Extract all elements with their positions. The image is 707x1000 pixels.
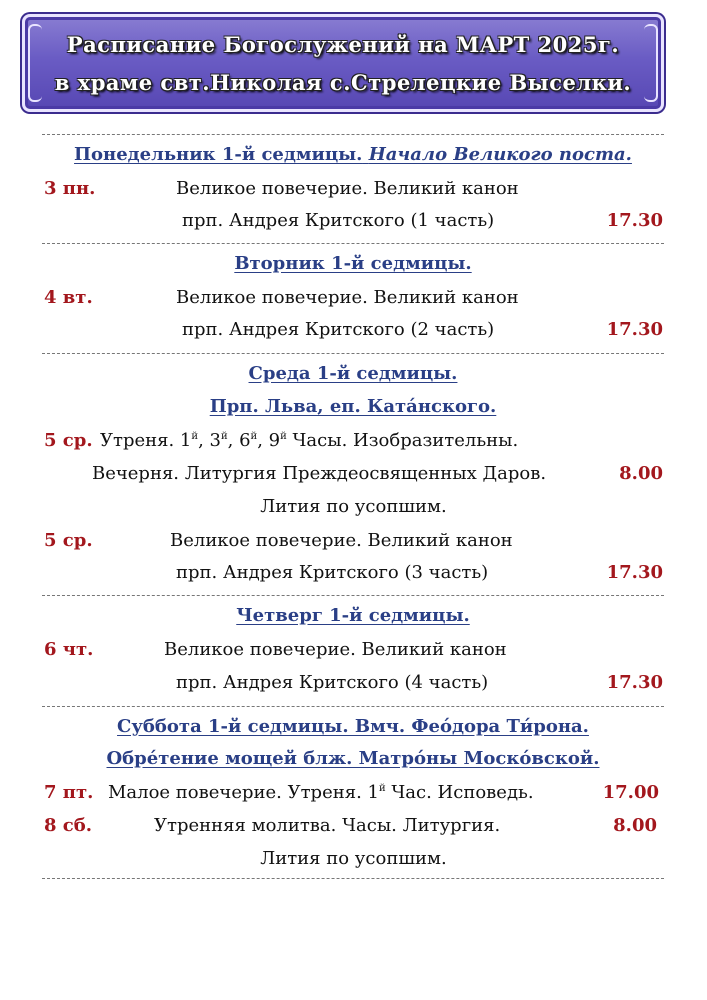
- day-label: 8 сб.: [44, 815, 93, 836]
- service-text: , 3: [198, 430, 221, 451]
- divider: [42, 243, 664, 244]
- heading-line2: Прп. Льва, еп. Ката́нского.: [209, 396, 497, 417]
- divider: [42, 706, 664, 707]
- service-line: Великое повечерие. Великий канон: [164, 639, 507, 660]
- heading-main: Среда 1-й седмицы.: [248, 363, 458, 384]
- service-text: , 9: [257, 430, 281, 451]
- day-label: 7 пт.: [44, 782, 94, 803]
- service-line: Великое повечерие. Великий канон: [170, 530, 513, 551]
- section-heading-thursday: [42, 605, 664, 626]
- service-time: 17.30: [606, 562, 663, 583]
- divider: [42, 878, 664, 879]
- day-label: 3 пн.: [44, 178, 96, 199]
- section-heading-saturday-relics: [42, 748, 664, 769]
- hour-superscript: й: [280, 431, 287, 442]
- day-label: 5 ср.: [44, 430, 93, 451]
- service-time: 17.30: [606, 672, 663, 693]
- service-line: [108, 782, 534, 803]
- section-heading-wednesday-saint: [42, 396, 664, 417]
- service-line: прп. Андрея Критского (1 часть): [182, 210, 495, 231]
- service-line: прп. Андрея Критского (2 часть): [182, 319, 495, 340]
- hour-superscript: й: [220, 431, 228, 442]
- service-line: Вечерня. Литургия Преждеосвященных Даров.: [92, 463, 547, 484]
- service-line: Великое повечерие. Великий канон: [176, 178, 519, 199]
- service-text: Час. Исповедь.: [385, 782, 534, 803]
- heading-line2: Обре́тение мощей блж. Матро́ны Моско́вской.: [106, 748, 600, 769]
- service-text: , 6: [227, 430, 251, 451]
- divider: [42, 134, 664, 135]
- divider: [42, 353, 664, 354]
- hour-superscript: й: [378, 783, 386, 794]
- service-line: Великое повечерие. Великий канон: [176, 287, 519, 308]
- banner-subtitle: в храме свт.Николая с.Стрелецкие Выселки.: [54, 70, 632, 95]
- heading-italic: Начало Великого поста.: [368, 144, 632, 165]
- title-banner: [22, 14, 664, 112]
- service-text: Часы. Изобразительны.: [286, 430, 519, 451]
- heading-main: Вторник 1-й седмицы.: [234, 253, 472, 274]
- service-line: [100, 430, 518, 451]
- heading-main: Суббота 1-й седмицы. Вмч. Фео́дора Ти́рона.: [117, 716, 589, 737]
- section-heading-saturday: [42, 716, 664, 737]
- day-label: 5 ср.: [44, 530, 93, 551]
- service-time: 17.30: [606, 319, 663, 340]
- heading-main: Понедельник 1-й седмицы.: [74, 144, 363, 165]
- service-text: Малое повечерие. Утреня. 1: [108, 782, 379, 803]
- service-line: Лития по усопшим.: [260, 496, 447, 517]
- day-label: 6 чт.: [44, 639, 94, 660]
- service-time: 8.00: [619, 463, 663, 484]
- service-line: Лития по усопшим.: [260, 848, 447, 869]
- heading-main: Четверг 1-й седмицы.: [236, 605, 470, 626]
- service-line: Утренняя молитва. Часы. Литургия.: [154, 815, 501, 836]
- banner-title: Расписание Богослужений на МАРТ 2025г.: [66, 32, 620, 57]
- hour-superscript: й: [250, 431, 258, 442]
- divider: [42, 595, 664, 596]
- service-text: Утреня. 1: [100, 430, 192, 451]
- day-label: 4 вт.: [44, 287, 93, 308]
- hour-superscript: й: [191, 431, 199, 442]
- service-time: 17.30: [606, 210, 663, 231]
- service-line: прп. Андрея Критского (3 часть): [176, 562, 489, 583]
- section-heading-wednesday: [42, 363, 664, 384]
- service-line: прп. Андрея Критского (4 часть): [176, 672, 489, 693]
- section-heading-monday: [42, 144, 664, 165]
- service-time: 17.00: [602, 782, 659, 803]
- service-time: 8.00: [613, 815, 657, 836]
- section-heading-tuesday: [42, 253, 664, 274]
